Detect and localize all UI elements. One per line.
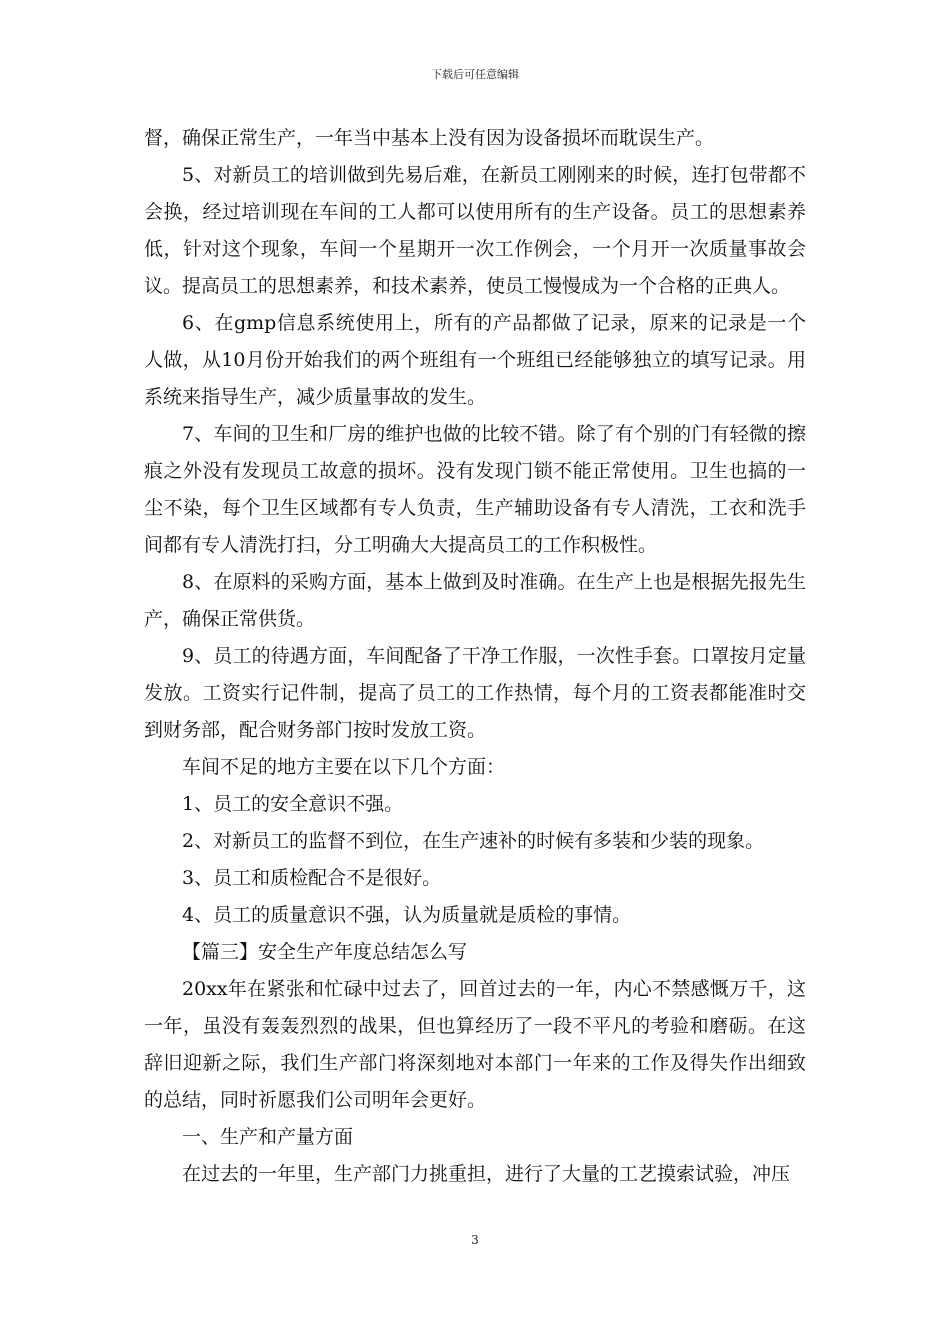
paragraph: 在过去的一年里，生产部门力挑重担，进行了大量的工艺摸索试验，冲压 bbox=[182, 1163, 791, 1185]
paragraph: 6、在gmp信息系统使用上，所有的产品都做了记录，原来的记录是一个人做，从10月份开始我们的两个班组有一个班组已经能够独立的填写记录。用系统来指导生产，减少质量事故的发生。 bbox=[144, 312, 806, 408]
section-heading: 【篇三】安全生产年度总结怎么写 bbox=[182, 941, 468, 963]
paragraph: 7、车间的卫生和厂房的维护也做的比较不错。除了有个别的门有轻微的擦痕之外没有发现员工故意的损坏。没有发现门锁不能正常使用。卫生也搞的一尘不染，每个卫生区域都有专人负责，生产辅助设备有专人清洗，工衣和洗手间都有专人清洗打扫，分工明确大大提高员工的工作积极性。 bbox=[144, 423, 806, 556]
paragraph: 车间不足的地方主要在以下几个方面： bbox=[182, 756, 506, 778]
paragraph: 5、对新员工的培训做到先易后难，在新员工刚刚来的时候，连打包带都不会换，经过培训现在车间的工人都可以使用所有的生产设备。员工的思想素养低，针对这个现象，车间一个星期开一次工作例会，一个月开一次质量事故会议。提高员工的思想素养，和技术素养，使员工慢慢成为一个合格的正典人。 bbox=[144, 164, 806, 297]
paragraph: 20xx年在紧张和忙碌中过去了，回首过去的一年，内心不禁感慨万千，这一年，虽没有轰轰烈烈的战果，但也算经历了一段不平凡的考验和磨砺。在这辞旧迎新之际，我们生产部门将深刻地对本部门一年来的工作及得失作出细致的总结，同时祈愿我们公司明年会更好。 bbox=[144, 978, 806, 1111]
document-body bbox=[144, 120, 806, 1193]
page-number: 3 bbox=[471, 1233, 479, 1247]
paragraph: 9、员工的待遇方面，车间配备了干净工作服，一次性手套。口罩按月定量发放。工资实行记件制，提高了员工的工作热情，每个月的工资表都能准时交到财务部，配合财务部门按时发放工资。 bbox=[144, 645, 806, 741]
subsection-heading: 一、生产和产量方面 bbox=[182, 1126, 354, 1148]
paragraph: 督，确保正常生产，一年当中基本上没有因为设备损坏而耽误生产。 bbox=[144, 127, 715, 149]
list-item: 2、对新员工的监督不到位，在生产速补的时候有多装和少装的现象。 bbox=[182, 830, 765, 852]
list-item: 1、员工的安全意识不强。 bbox=[182, 793, 404, 815]
list-item: 4、员工的质量意识不强，认为质量就是质检的事情。 bbox=[182, 904, 632, 926]
page-header: 下载后可任意编辑 bbox=[431, 68, 519, 81]
paragraph: 8、在原料的采购方面，基本上做到及时准确。在生产上也是根据先报先生产，确保正常供货。 bbox=[144, 571, 806, 630]
list-item: 3、员工和质检配合不是很好。 bbox=[182, 867, 442, 889]
